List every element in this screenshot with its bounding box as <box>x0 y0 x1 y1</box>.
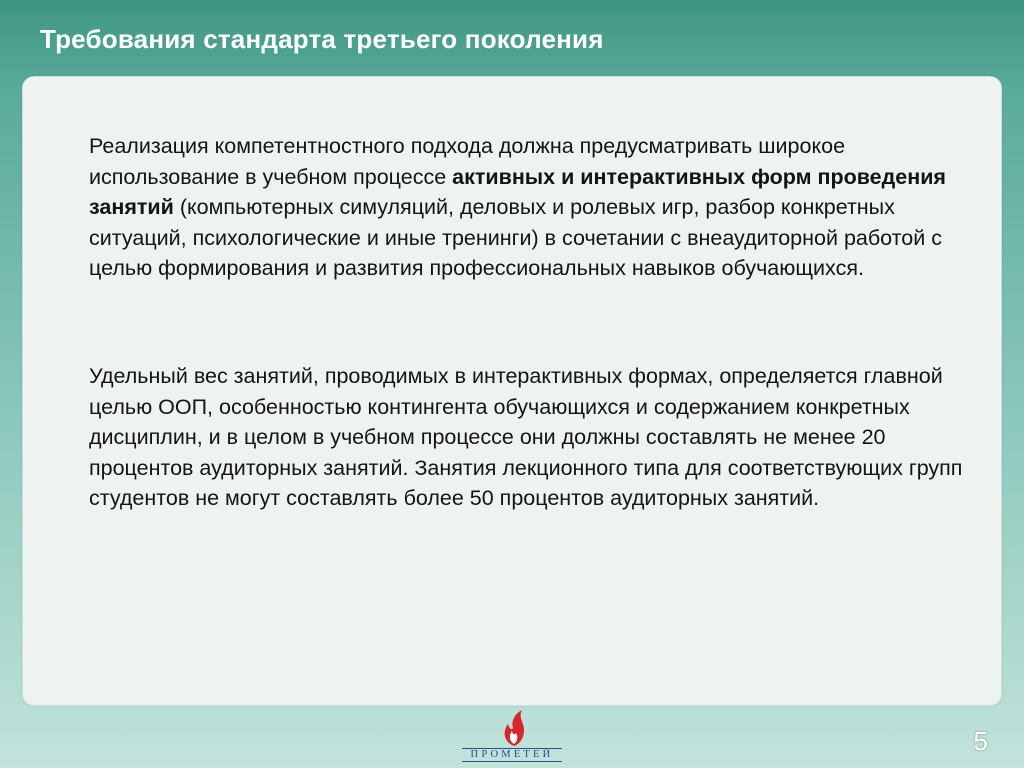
prometheus-logo <box>462 706 562 766</box>
slide-title: Требования стандарта третьего поколения <box>40 24 604 54</box>
paragraph-1-text-after: (компьютерных симуляций, деловых и ролевых игр, разбор конкретных ситуаций, психологические и иные тренинги) в сочетании с внеаудиторной работой с целью формирования и развития профессиональных навыков обучающихся. <box>89 195 942 280</box>
paragraph-competency-approach <box>89 131 989 284</box>
logo-wordmark: ПРОМЕТЕЙ <box>462 748 562 762</box>
paragraph-1-text-before: Реализация компетентностного подхода должна предусматривать широкое использование в учебном процессе <box>89 134 846 189</box>
flame-icon <box>498 708 530 748</box>
page-number: 5 <box>973 726 988 756</box>
paragraph-1-emphasis: активных и интерактивных форм проведения занятий <box>89 164 946 219</box>
content-panel <box>22 76 1002 706</box>
paragraph-interactive-share: Удельный вес занятий, проводимых в интерактивных формах, определяется главной целью ООП, особенностью контингента обучающихся и содержанием конкретных дисциплин, и в целом в учебном процессе они должны составлять не менее 20 процентов аудиторных занятий. Занятия лекционного типа для соответствующих групп студентов не могут составлять более 50 процентов аудиторных занятий. <box>89 364 963 510</box>
